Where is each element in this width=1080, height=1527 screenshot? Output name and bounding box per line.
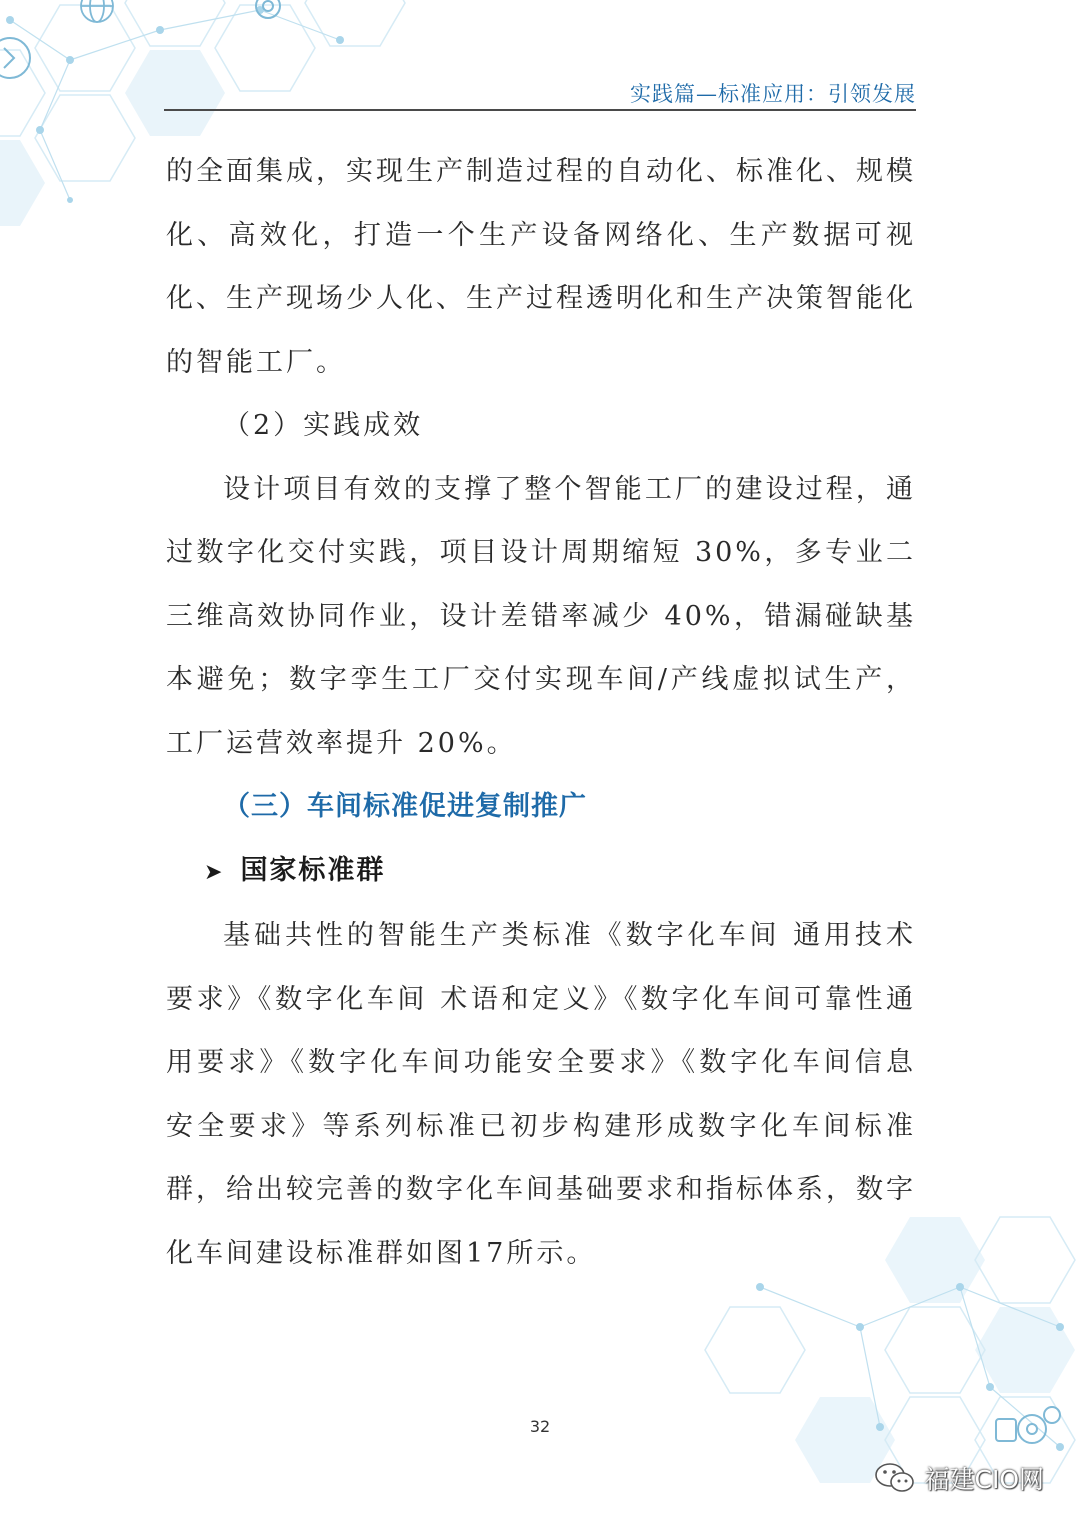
page-number: 32 <box>529 1417 551 1436</box>
body-paragraph: 的全面集成，实现生产制造过程的自动化、标准化、规模化、高效化，打造一个生产设备网络化、生产数据可视化、生产现场少人化、生产过程透明化和生产决策智能化的智能工厂。 <box>166 156 916 378</box>
watermark-text: 福建CIO网 <box>924 1465 1044 1494</box>
bullet-heading <box>166 839 916 905</box>
page-body <box>166 140 916 1285</box>
globe-icon <box>81 0 113 22</box>
chevron-circle-icon <box>0 38 30 78</box>
wechat-icon <box>874 1461 916 1495</box>
bullet-heading-label: 国家标准群 <box>240 854 386 886</box>
subheading-practice-results: （2）实践成效 <box>223 410 424 441</box>
body-paragraph: 基础共性的智能生产类标准《数字化车间 通用技术要求》《数字化车间 术语和定义》《数字化车间可靠性通用要求》《数字化车间功能安全要求》《数字化车间信息安全要求》等系列标准已初步构建形成数字化车间标准群，给出较完善的数字化车间基础要求和指标体系，数字化车间建设标准群如图17所示。 <box>166 920 916 1269</box>
section-heading: （三）车间标准促进复制推广 <box>223 791 587 822</box>
header-title: 实践篇—标准应用：引领发展 <box>630 82 916 106</box>
arrow-right-icon: ➤ <box>204 859 225 885</box>
watermark <box>874 1458 1044 1498</box>
gear-icon <box>256 0 280 18</box>
header-divider <box>164 109 916 111</box>
body-paragraph: 设计项目有效的支撑了整个智能工厂的建设过程，通过数字化交付实践，项目设计周期缩短 30%，多专业二三维高效协同作业，设计差错率减少 40%，错漏碰缺基本避免；数字孪生工厂交付实现车间/产线虚拟试生产，工厂运营效率提升 20%。 <box>166 473 916 759</box>
